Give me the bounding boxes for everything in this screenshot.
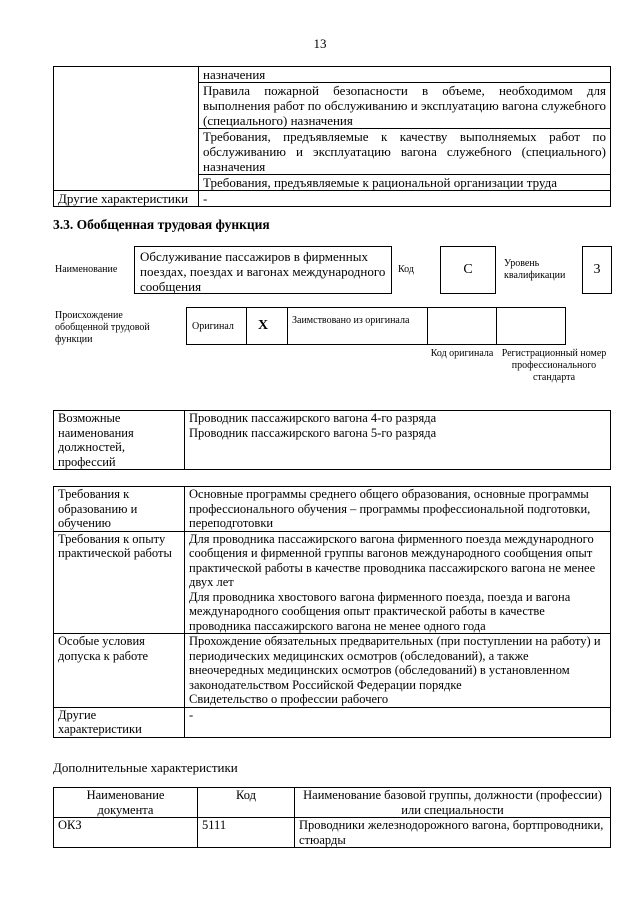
section-title: 3.3. Обобщенная трудовая функция xyxy=(53,217,270,232)
req-label: Требования к опыту практической работы xyxy=(54,531,185,634)
req-text: Для проводника пассажирского вагона фирменного поезда международного сообщения и фирменной группы вагонов международного сообщения опыт практической работы в качестве проводника пассажирского вагона не менее двух лет Для проводника хвостового вагона фирменного поезда, поезда и вагона международного сообщения опыт практической работы в качестве проводника пассажирского вагона не менее одного года xyxy=(185,531,611,634)
additional-title: Дополнительные характеристики xyxy=(53,760,238,775)
level-label: Уровень квалификации xyxy=(504,258,566,281)
table-cell: Проводники железнодорожного вагона, бортпроводники, стюарды xyxy=(295,818,611,848)
position-item: Проводник пассажирского вагона 4-го разряда xyxy=(189,411,437,425)
req-text: Основные программы среднего общего образования, основные программы профессионального обучения – программы профессиональной подготовки, переподготовки xyxy=(185,487,611,532)
other-label: Другие характеристики xyxy=(54,191,199,207)
position-item: Проводник пассажирского вагона 5-го разряда xyxy=(189,425,437,440)
function-name: Обслуживание пассажиров в фирменных поездах, поездах и вагонах международного сообщения xyxy=(134,246,392,294)
req-text: - xyxy=(185,707,611,737)
table-cell: 5111 xyxy=(198,818,295,848)
top-table xyxy=(53,66,611,207)
origin-label: Происхождение обобщенной трудовой функции xyxy=(55,310,150,345)
additional-table xyxy=(53,787,611,848)
divider xyxy=(287,307,288,345)
code-label: Код xyxy=(398,264,414,275)
page-number: 13 xyxy=(313,36,327,51)
header-cell: Код xyxy=(198,788,295,818)
top-row-1: назначения xyxy=(199,67,611,83)
positions-label: Возможные наименования должностей, профессий xyxy=(54,411,185,470)
divider xyxy=(427,307,428,345)
original-label: Оригинал xyxy=(192,321,234,332)
function-code: C xyxy=(440,246,496,294)
name-label: Наименование xyxy=(55,264,118,275)
top-row-3: Требования, предъявляемые к качеству выполняемых работ по обслуживанию и эксплуатацию вагона служебного (специального) назначения xyxy=(199,129,611,175)
original-mark: X xyxy=(258,318,269,333)
requirements-table xyxy=(53,486,611,738)
empty-label-cell xyxy=(54,67,199,191)
header-cell: Наименование базовой группы, должности (профессии) или специальности xyxy=(295,788,611,818)
level-value: 3 xyxy=(582,246,612,294)
req-label: Другие характеристики xyxy=(54,707,185,737)
borrowed-label: Заимствовано из оригинала xyxy=(292,315,410,326)
req-label: Особые условия допуска к работе xyxy=(54,634,185,708)
req-text: Прохождение обязательных предварительных (при поступлении на работу) и периодических медицинских осмотров (обследований), а также внеочередных медицинских осмотров (обследований) в установленном законодательством Российской Федерации порядке Свидетельство о профессии рабочего xyxy=(185,634,611,708)
header-cell: Наименование документа xyxy=(54,788,198,818)
reg-caption: Регистрационный номер профессионального стандарта xyxy=(501,348,607,383)
table-cell: ОКЗ xyxy=(54,818,198,848)
top-row-2: Правила пожарной безопасности в объеме, необходимом для выполнения работ по обслуживанию и эксплуатацию вагона служебного (специального) назначения xyxy=(199,83,611,129)
divider xyxy=(496,307,497,345)
req-label: Требования к образованию и обучению xyxy=(54,487,185,532)
positions-table xyxy=(53,410,611,470)
code-caption: Код оригинала xyxy=(430,348,494,359)
divider xyxy=(246,307,247,345)
other-value: - xyxy=(199,191,611,207)
top-row-4: Требования, предъявляемые к рациональной организации труда xyxy=(199,175,611,191)
